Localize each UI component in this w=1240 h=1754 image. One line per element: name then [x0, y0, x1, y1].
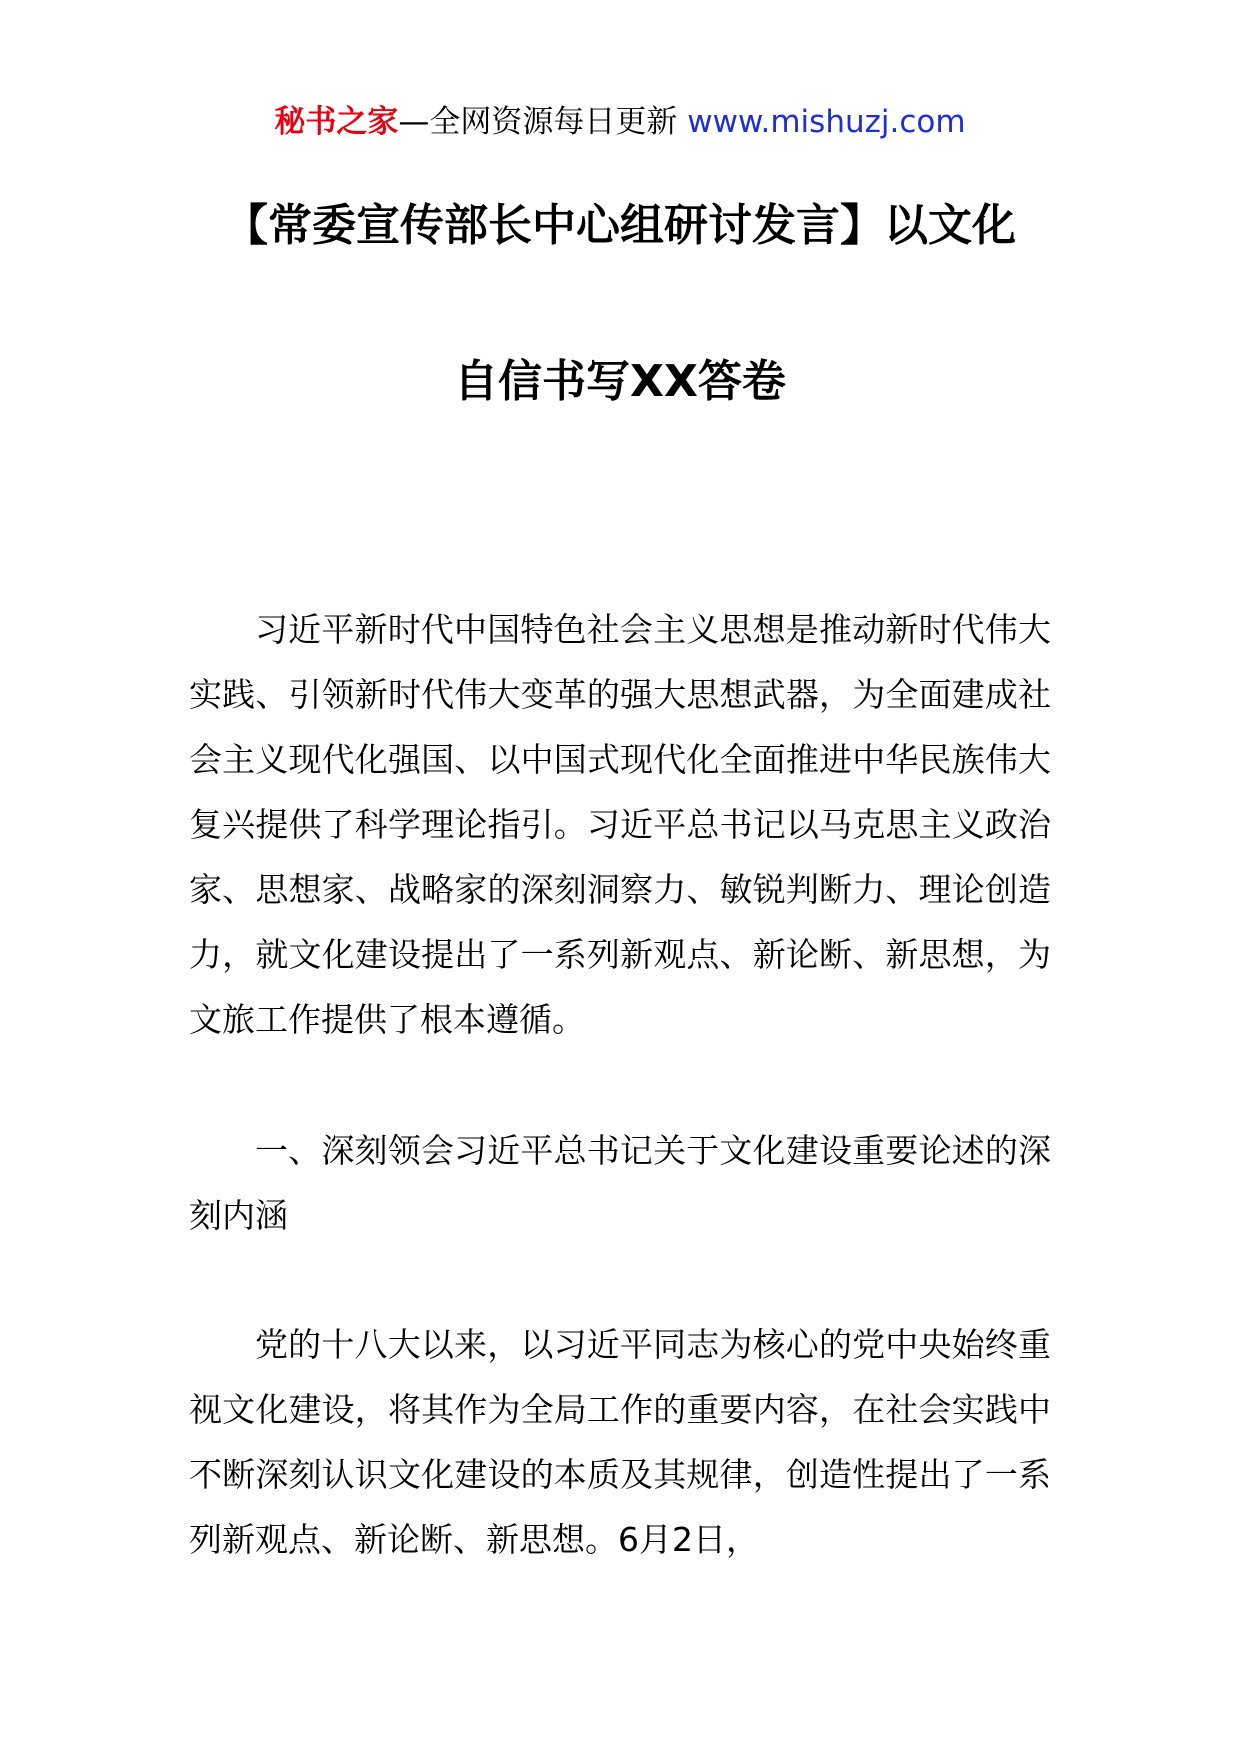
site-header [0, 100, 1240, 144]
site-url-link[interactable]: www.mishuzj.com [687, 104, 966, 140]
document-title-line-1: 【常委宣传部长中心组研讨发言】以文化 [224, 200, 1016, 251]
section-heading-1: 一、深刻领会习近平总书记关于文化建设重要论述的深刻内涵 [189, 1131, 1051, 1235]
site-brand: 秘书之家 [274, 104, 399, 140]
site-slogan: —全网资源每日更新 [398, 104, 688, 140]
paragraph-intro: 习近平新时代中国特色社会主义思想是推动新时代伟大实践、引领新时代伟大变革的强大思想武器，为全面建成社会主义现代化强国、以中国式现代化全面推进中华民族伟大复兴提供了科学理论指引。习近平总书记以马克思主义政治家、思想家、战略家的深刻洞察力、敏锐判断力、理论创造力，就文化建设提出了一系列新观点、新论断、新思想，为文旅工作提供了根本遵循。 [189, 610, 1051, 1039]
document-title-line-2: 自信书写XX答卷 [454, 356, 786, 407]
paragraph-section-1: 党的十八大以来，以习近平同志为核心的党中央始终重视文化建设，将其作为全局工作的重要内容，在社会实践中不断深刻认识文化建设的本质及其规律，创造性提出了一系列新观点、新论断、新思想。6月2日， [189, 1325, 1051, 1559]
